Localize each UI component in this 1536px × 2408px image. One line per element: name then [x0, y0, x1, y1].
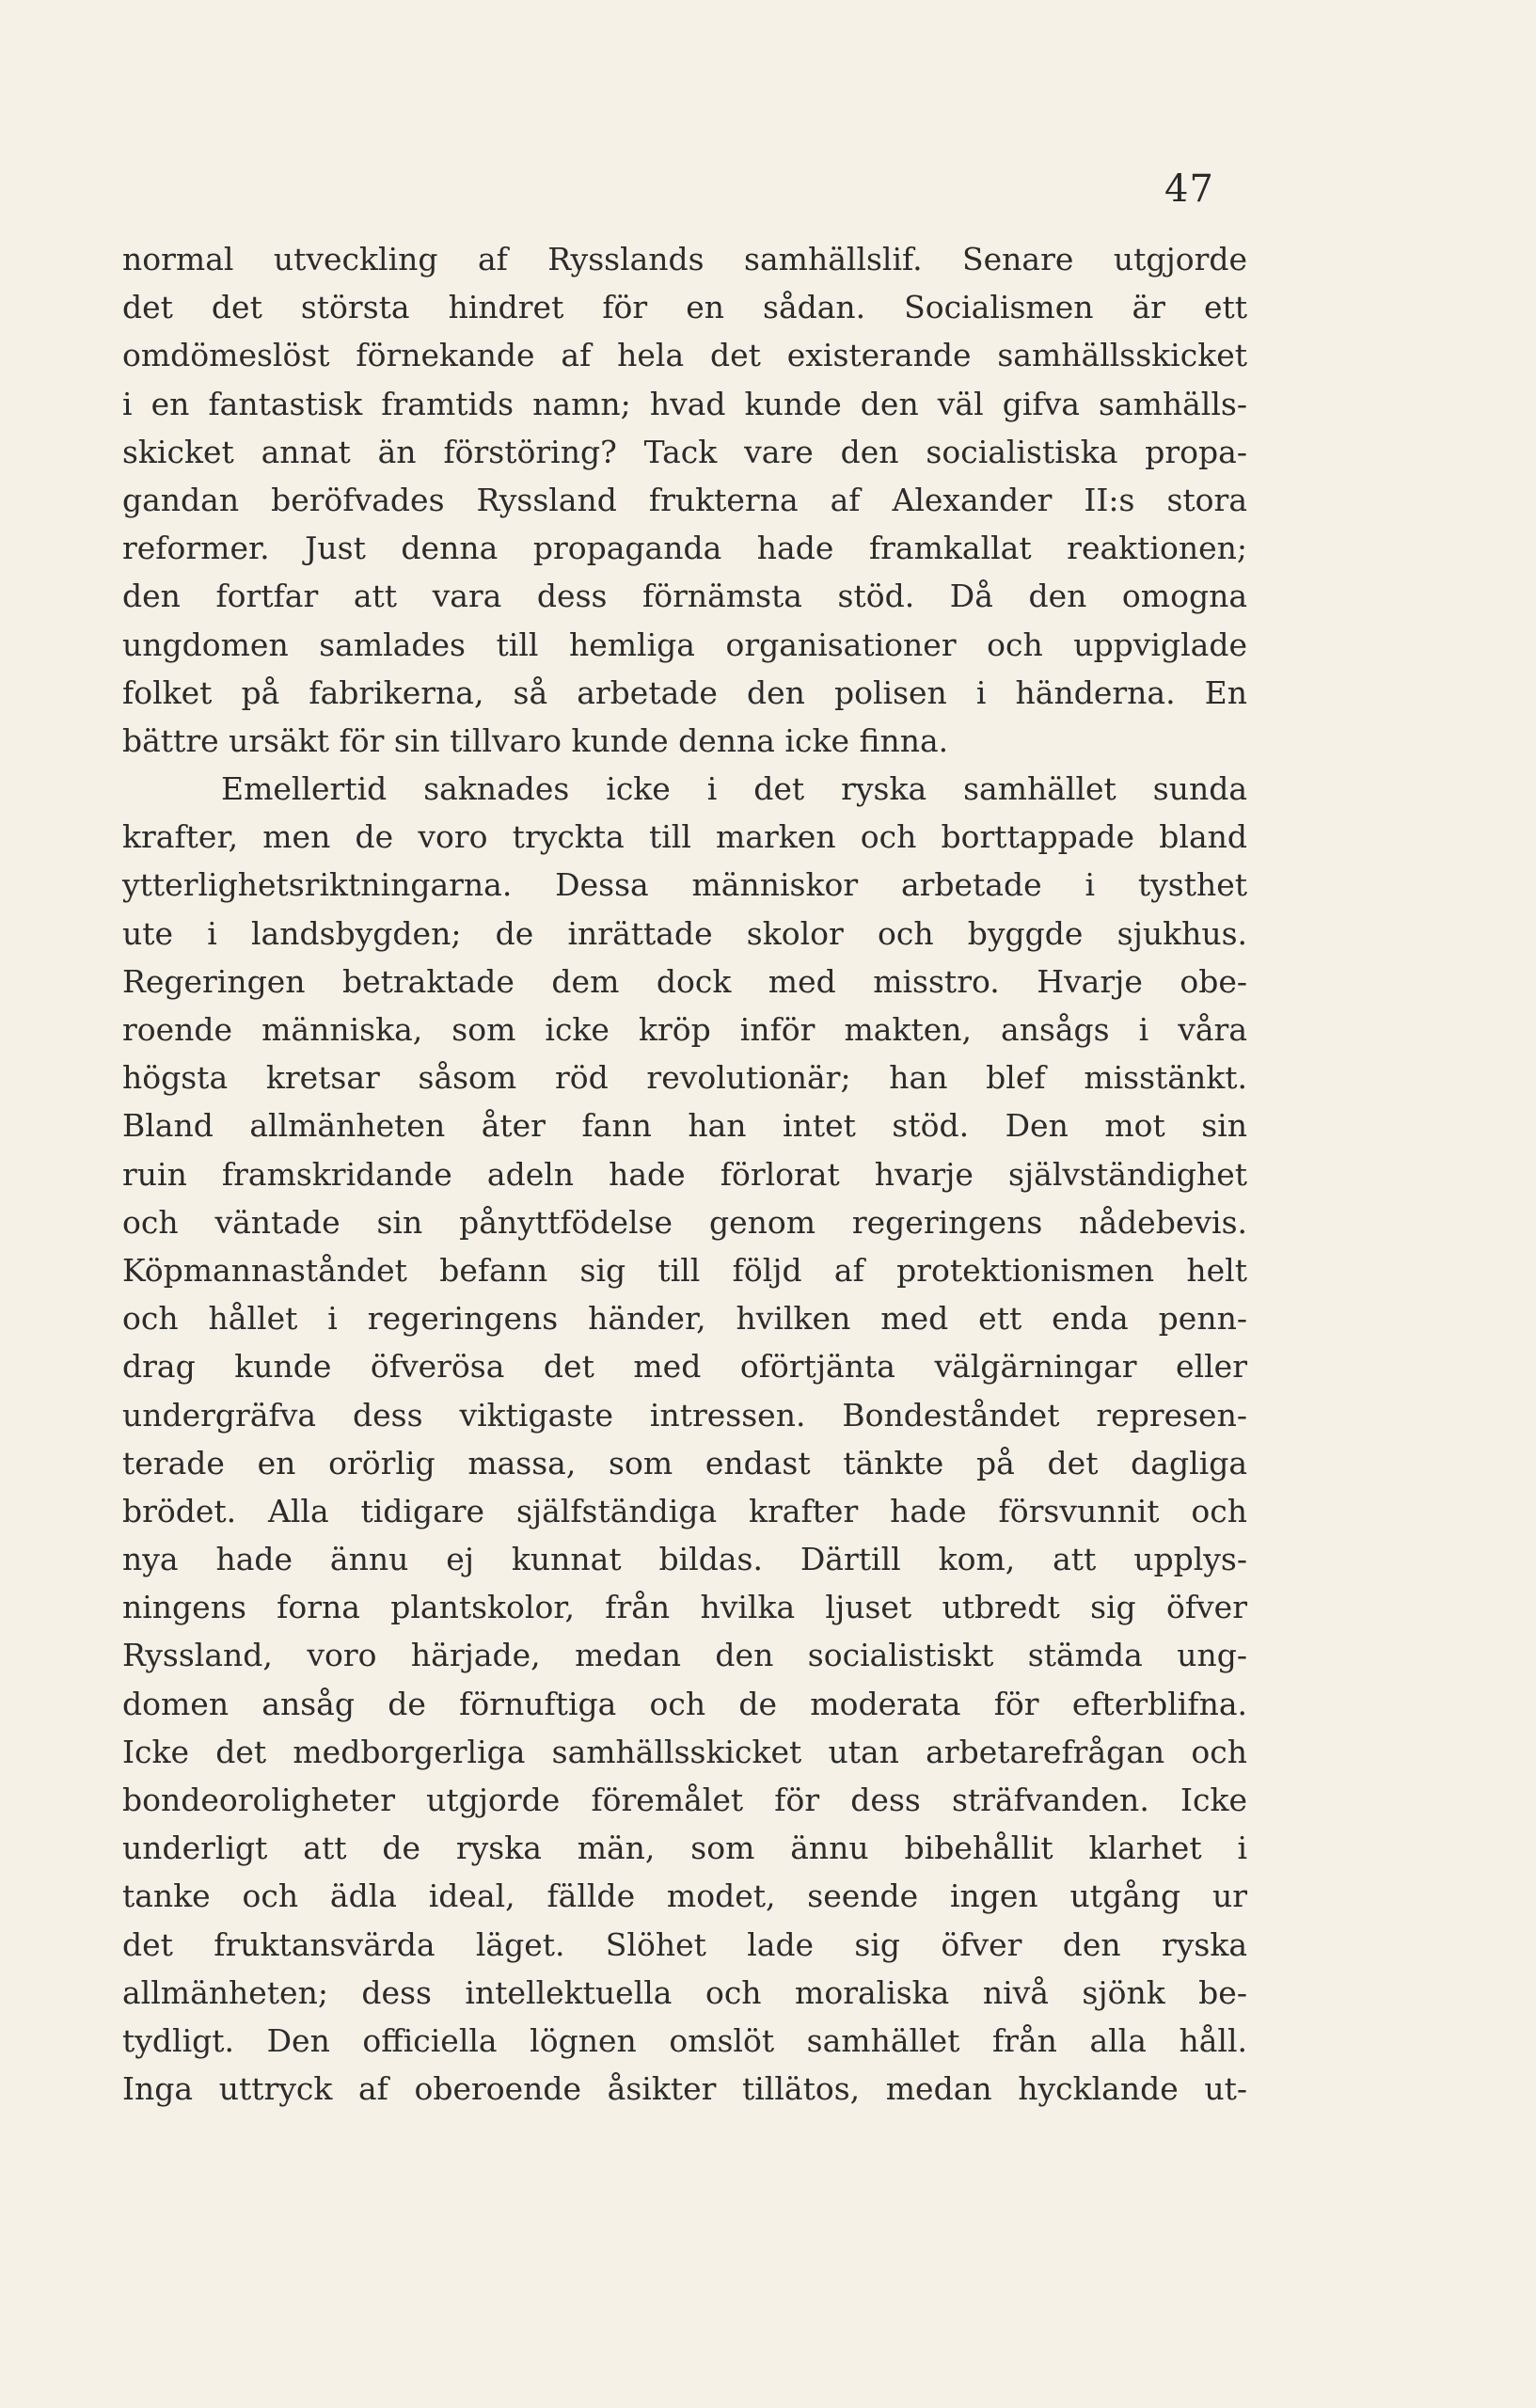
text-line: ruin framskridande adeln hade förlorat hvarje självständighet [122, 1155, 1247, 1193]
text-line: Emellertid saknades icke i det ryska samhället sunda [221, 770, 1247, 808]
text-line: omdömeslöst förnekande af hela det existerande samhällsskicket [122, 337, 1247, 374]
text-line: och hållet i regeringens händer, hvilken med ett enda penn- [122, 1300, 1247, 1338]
text-line: i en fantastisk framtids namn; hvad kunde den väl gifva samhälls- [122, 385, 1247, 422]
text-line: skicket annat än förstöring? Tack vare den socialistiska propa- [122, 433, 1247, 470]
text-line: domen ansåg de förnuftiga och de moderata för efterblifna. [122, 1685, 1247, 1722]
text-line: Inga uttryck af oberoende åsikter tillätos, medan hycklande ut- [122, 2070, 1247, 2108]
text-line: högsta kretsar såsom röd revolutionär; han blef misstänkt. [122, 1059, 1247, 1097]
body-text [122, 235, 1247, 2113]
text-line: Ryssland, voro härjade, medan den socialistiskt stämda ung- [122, 1637, 1247, 1674]
text-line: det fruktansvärda läget. Slöhet lade sig öfver den ryska [122, 1925, 1247, 1963]
page-number: 47 [1164, 167, 1214, 211]
text-line: allmänheten; dess intellektuella och moraliska nivå sjönk be- [122, 1973, 1247, 2011]
text-line: tydligt. Den officiella lögnen omslöt samhället från alla håll. [122, 2021, 1247, 2059]
text-line: normal utveckling af Rysslands samhällslif. Senare utgjorde [122, 241, 1247, 277]
text-line: ungdomen samlades till hemliga organisationer och uppviglade [122, 626, 1247, 663]
text-line: roende människa, som icke kröp inför makten, ansågs i våra [122, 1011, 1247, 1048]
text-line: terade en orörlig massa, som endast tänkte på det dagliga [122, 1444, 1247, 1481]
text-line: Regeringen betraktade dem dock med misstro. Hvarje obe- [122, 962, 1247, 1000]
text-line: undergräfva dess viktigaste intressen. Bondeståndet represen- [122, 1396, 1247, 1434]
text-line: gandan beröfvades Ryssland frukterna af Alexander II:s stora [122, 481, 1247, 518]
text-line: bondeoroligheter utgjorde föremålet för dess sträfvanden. Icke [122, 1782, 1247, 1818]
text-line: reformer. Just denna propaganda hade framkallat reaktionen; [122, 530, 1247, 567]
text-line: den fortfar att vara dess förnämsta stöd. Då den omogna [122, 578, 1247, 615]
text-line: krafter, men de voro tryckta till marken och borttappade bland [122, 818, 1247, 856]
text-line: Köpmannaståndet befann sig till följd af protektionismen helt [122, 1251, 1247, 1289]
text-line: och väntade sin pånyttfödelse genom regeringens nådebevis. [122, 1203, 1247, 1241]
text-line: bättre ursäkt för sin tillvaro kunde denna icke finna. [122, 721, 949, 759]
text-line: folket på fabrikerna, så arbetade den polisen i händerna. En [122, 673, 1247, 711]
text-line: det det största hindret för en sådan. Socialismen är ett [122, 289, 1247, 326]
text-line: brödet. Alla tidigare själfständiga krafter hade försvunnit och [122, 1492, 1247, 1529]
text-line: ute i landsbygden; de inrättade skolor och byggde sjukhus. [122, 914, 1247, 952]
text-line: ytterlighetsriktningarna. Dessa människor arbetade i tysthet [122, 866, 1247, 904]
text-line: drag kunde öfverösa det med oförtjänta välgärningar eller [122, 1348, 1247, 1386]
text-line: tanke och ädla ideal, fällde modet, seende ingen utgång ur [122, 1877, 1247, 1915]
text-line: ningens forna plantskolor, från hvilka ljuset utbredt sig öfver [122, 1589, 1247, 1626]
text-line: nya hade ännu ej kunnat bildas. Därtill kom, att upplys- [122, 1541, 1247, 1578]
text-line: Icke det medborgerliga samhällsskicket utan arbetarefrågan och [122, 1733, 1247, 1770]
text-line: underligt att de ryska män, som ännu bibehållit klarhet i [122, 1830, 1247, 1867]
text-line: Bland allmänheten åter fann han intet stöd. Den mot sin [122, 1107, 1247, 1145]
